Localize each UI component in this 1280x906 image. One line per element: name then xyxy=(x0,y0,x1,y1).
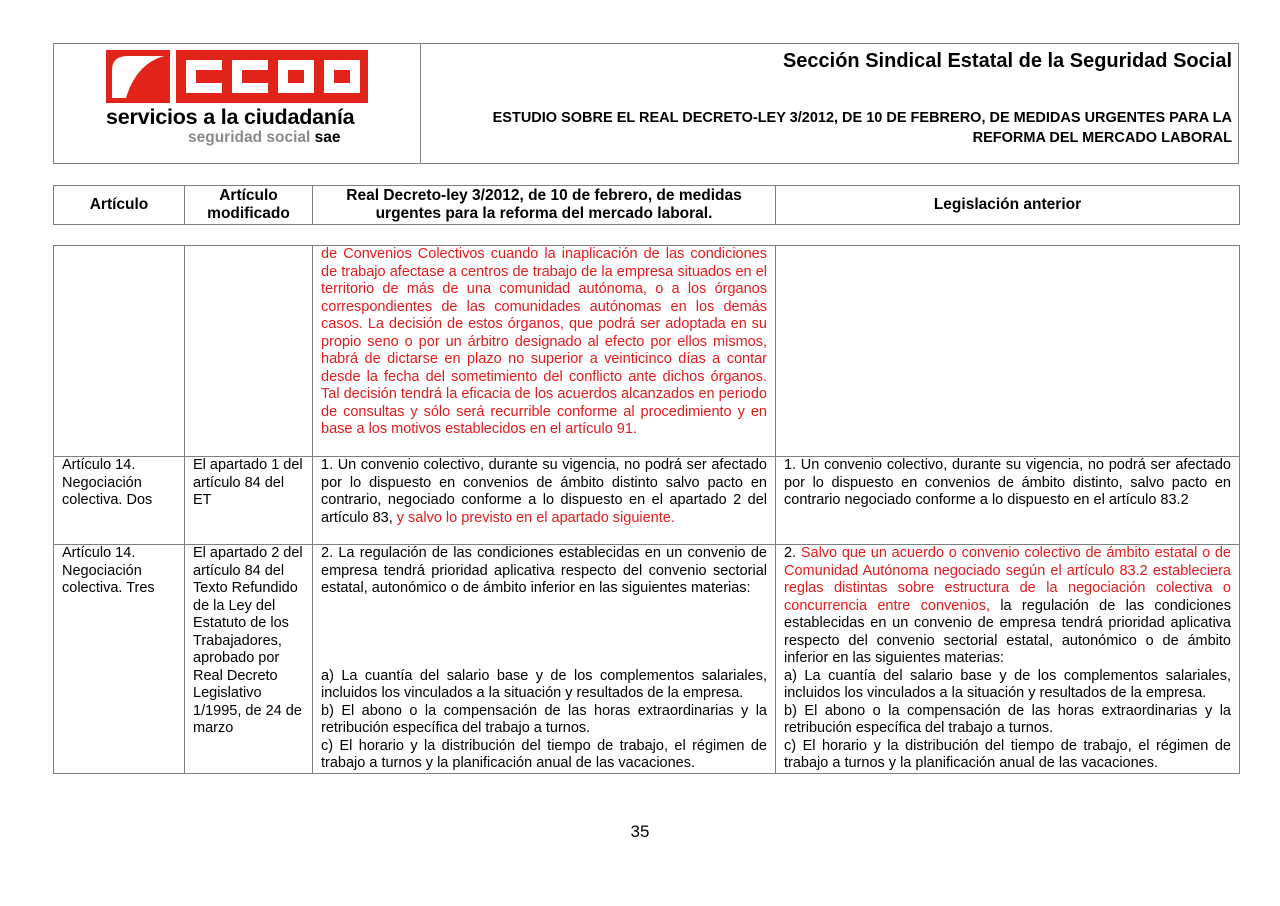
rdl-intro: 2. La regulación de las condiciones establecidas en un convenio de empresa tendrá prioridad aplicativa respecto del convenio sectorial estatal, autonómico o de ámbito inferior en las siguientes materias: xyxy=(321,545,767,596)
study-title: ESTUDIO SOBRE EL REAL DECRETO-LEY 3/2012, DE 10 DE FEBRERO, DE MEDIDAS URGENTES PARA LA REFORMA DEL MERCADO LABORAL xyxy=(492,110,1232,146)
cell-rdl: de Convenios Colectivos cuando la inaplicación de las condiciones de trabajo afectase a centros de trabajo de la empresa situados en el territorio de más de una comunidad autónoma, o a los órganos correspondientes de las comunidades autónomas en los demás casos. La decisión de estos órganos, que podrá ser adoptada en su propio seno o por un árbitro designado al efecto por ellos mismos, habrá de dictarse en plazo no superior a veinticinco días a contar desde la fecha del sometimiento del conflicto ante dichos órganos. Tal decisión tendrá la eficacia de los acuerdos alcanzados en periodo de consultas y sólo será recurrible conforme al procedimiento y en base a los motivos establecidos en el artículo 91. xyxy=(313,246,776,457)
anterior-intro: 2. Salvo que un acuerdo o convenio colectivo de ámbito estatal o de Comunidad Autónoma negociado según el artículo 83.2 estableciera reglas distintas sobre estructura de la negociación colectiva o concurrencia entre convenios, la regulación de las condiciones establecidas en un convenio de empresa tendrá prioridad aplicativa respecto del convenio sectorial estatal, autonómico o de ámbito inferior en las siguientes materias: xyxy=(784,545,1231,666)
col-articulo-modificado: Artículo modificado xyxy=(185,186,313,225)
anterior-item-c: c) El horario y la distribución del tiempo de trabajo, el régimen de trabajo a turnos y la planificación anual de las vacaciones. xyxy=(784,737,1231,771)
cell-modificado: El apartado 2 del artículo 84 del Texto Refundido de la Ley del Estatuto de los Trabajadores, aprobado por Real Decreto Legislativo 1/1995, de 24 de marzo xyxy=(185,545,313,774)
section-title: Sección Sindical Estatal de la Seguridad Social xyxy=(782,50,1232,72)
anterior-item-b: b) El abono o la compensación de las horas extraordinarias y la retribución específica del trabajo a turnos. xyxy=(784,702,1231,736)
rdl-item-a: a) La cuantía del salario base y de los complementos salariales, incluidos los vinculados a la situación y resultados de la empresa. xyxy=(321,667,767,701)
comparison-table xyxy=(53,245,1240,774)
logo-subtitle-2: seguridad social sae xyxy=(188,129,341,146)
cell-articulo: Artículo 14. Negociación colectiva. Tres xyxy=(54,545,185,774)
table-row xyxy=(54,457,1240,545)
rdl-item-c: c) El horario y la distribución del tiempo de trabajo, el régimen de trabajo a turnos y la planificación anual de las vacaciones. xyxy=(321,737,767,771)
rdl-item-b: b) El abono o la compensación de las horas extraordinarias y la retribución específica del trabajo a turnos. xyxy=(321,702,767,736)
cell-anterior xyxy=(776,246,1240,457)
table-row xyxy=(54,545,1240,774)
col-real-decreto: Real Decreto-ley 3/2012, de 10 de febrero, de medidas urgentes para la reforma del mercado laboral. xyxy=(313,186,776,225)
column-headers xyxy=(53,185,1240,225)
document-header xyxy=(53,43,1239,164)
cell-articulo xyxy=(54,246,185,457)
cell-rdl xyxy=(313,545,776,774)
logo-cell xyxy=(54,44,421,164)
cell-articulo: Artículo 14. Negociación colectiva. Dos xyxy=(54,457,185,545)
logo-subtitle: servicios a la ciudadanía xyxy=(106,105,355,129)
cell-anterior: 1. Un convenio colectivo, durante su vigencia, no podrá ser afectado por lo dispuesto en convenios de ámbito distinto, salvo pacto en contrario negociado conforme a lo dispuesto en el artículo 83.2 xyxy=(776,457,1240,545)
col-articulo: Artículo xyxy=(54,186,185,225)
title-cell xyxy=(421,44,1239,164)
cell-anterior xyxy=(776,545,1240,774)
anterior-item-a: a) La cuantía del salario base y de los complementos salariales, incluidos los vinculados a la situación y resultados de la empresa. xyxy=(784,667,1231,701)
cell-modificado: El apartado 1 del artículo 84 del ET xyxy=(185,457,313,545)
page-number: 35 xyxy=(630,822,650,841)
table-row xyxy=(54,246,1240,457)
cell-rdl: 1. Un convenio colectivo, durante su vigencia, no podrá ser afectado por lo dispuesto en convenios de ámbito distinto salvo pacto en contrario, negociado conforme a lo dispuesto en el apartado 2 del artículo 83, y salvo lo previsto en el apartado siguiente. xyxy=(313,457,776,545)
cell-modificado xyxy=(185,246,313,457)
col-legislacion-anterior: Legislación anterior xyxy=(776,186,1240,225)
